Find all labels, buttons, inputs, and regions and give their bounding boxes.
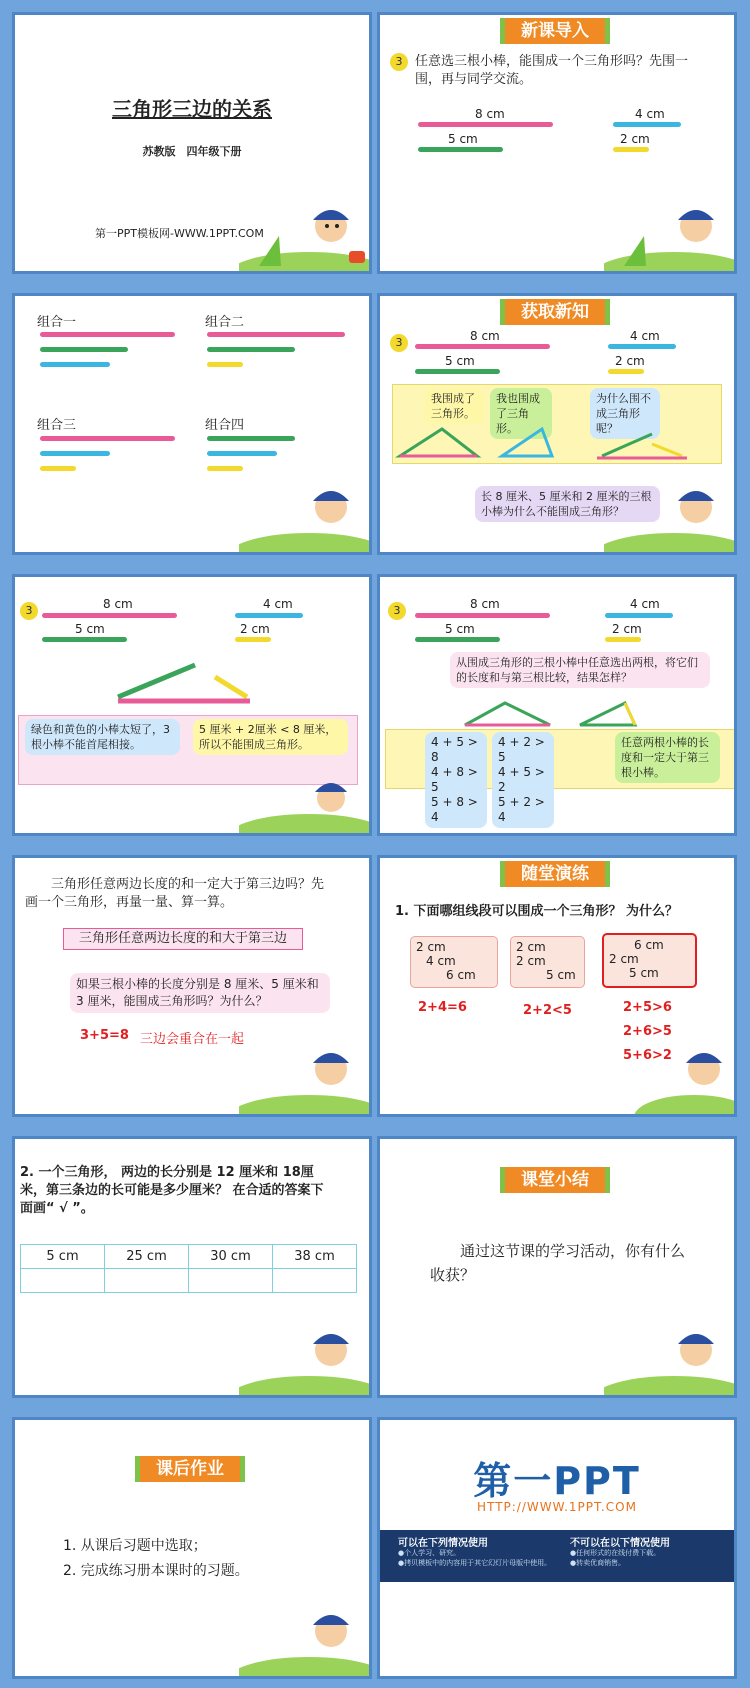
comparison: 5 + 8 > 4: [431, 795, 478, 824]
brand-url[interactable]: HTTP://WWW.1PPT.COM: [477, 1500, 637, 1514]
stick-label-2: 2 cm: [620, 132, 650, 146]
bubble-3: 为什么围不成三角形呢？: [590, 388, 660, 439]
boy-illustration: [604, 196, 734, 271]
segment-group-1[interactable]: [410, 936, 498, 988]
comparison: 4 + 5 > 8: [431, 735, 478, 764]
segment-label: 4 cm: [426, 954, 456, 968]
check-cell[interactable]: [273, 1269, 357, 1293]
slide-compare[interactable]: [377, 574, 737, 836]
boy-illustration: [604, 477, 734, 552]
segment-label: 6 cm: [634, 938, 664, 952]
can-use-2: ●拷贝模板中的内容用于其它幻灯片母版中使用。: [398, 1559, 552, 1567]
brand-logo: 第一PPT: [473, 1459, 641, 1503]
slide-header: 随堂演练: [500, 861, 610, 887]
answer-1: 2+4=6: [418, 1000, 467, 1015]
combo-2-yellow: [207, 362, 243, 367]
combo-4-yellow: [207, 466, 243, 471]
green-stick: [42, 637, 127, 642]
homework-item-1: 1. 从课后习题中选取；: [63, 1538, 207, 1554]
boy-illustration: [634, 1039, 734, 1114]
stick-label-4: 4 cm: [635, 107, 665, 121]
combo-3-blue: [40, 451, 110, 456]
homework-item-2: 2. 完成练习册本课时的习题。: [63, 1563, 249, 1579]
slide-title[interactable]: [12, 12, 372, 274]
question-bubble: 长 8 厘米、5 厘米和 2 厘米的三根小棒为什么不能围成三角形？: [475, 486, 660, 522]
yellow-stick: [605, 637, 641, 642]
combo-1-label: 组合一: [37, 315, 77, 330]
stick-label-5: 5 cm: [75, 622, 105, 636]
summary-text: 通过这节课的学习活动，你有什么收获？: [430, 1242, 686, 1284]
problem-number: 3: [390, 53, 408, 71]
slide-homework[interactable]: [12, 1417, 372, 1679]
combo-2-label: 组合二: [205, 315, 245, 330]
compare-col-1: [425, 732, 487, 828]
bubble-2: 我也围成了三角形。: [490, 388, 552, 439]
answer-2: 2+2<5: [523, 1003, 572, 1018]
rule-box: 三角形任意两边长度的和大于第三边: [63, 928, 303, 950]
pink-stick: [42, 613, 177, 618]
question-text: 三角形任意两边长度的和一定大于第三边吗？先画一个三角形，再量一量、算一算。: [25, 877, 325, 910]
slide-credits[interactable]: [377, 1417, 737, 1679]
segment-label: 5 cm: [546, 968, 576, 982]
problem-number: 3: [20, 602, 38, 620]
slide-explanation[interactable]: [12, 574, 372, 836]
question-bubble: 如果三根小棒的长度分别是 8 厘米、5 厘米和 3 厘米，能围成三角形吗？为什么？: [70, 973, 330, 1013]
stick-label-8: 8 cm: [103, 597, 133, 611]
stick-label-2: 2 cm: [240, 622, 270, 636]
triangles-drawing: [392, 384, 722, 464]
answer-table: [20, 1244, 357, 1293]
stick-label-4: 4 cm: [263, 597, 293, 611]
slide-header: 课后作业: [135, 1456, 245, 1482]
table-cell: 5 cm: [21, 1245, 105, 1269]
question-text: 2. 一个三角形， 两边的长分别是 12 厘米和 18厘米，第三条边的长可能是多少厘米？ 在合适的答案下面画“ √ ”。: [20, 1165, 324, 1216]
blue-stick: [605, 613, 673, 618]
table-cell: 25 cm: [105, 1245, 189, 1269]
slide-rule[interactable]: [12, 855, 372, 1117]
slide-subtitle: 苏教版 四年级下册: [142, 145, 242, 158]
blue-stick: [235, 613, 303, 618]
slide-intro[interactable]: [377, 12, 737, 274]
boy-illustration: [239, 758, 369, 833]
combo-1-pink: [40, 332, 175, 337]
green-stick: [415, 637, 500, 642]
combo-3-label: 组合三: [37, 418, 77, 433]
combo-2-pink: [207, 332, 345, 337]
boy-illustration: [239, 477, 369, 552]
site-text: 第一PPT模板网-WWW.1PPT.COM: [95, 227, 264, 240]
comparison: 4 + 2 > 5: [498, 735, 545, 764]
boy-illustration: [239, 1320, 369, 1395]
combo-3-yellow: [40, 466, 76, 471]
blue-stick: [608, 344, 676, 349]
stick-label-5: 5 cm: [445, 622, 475, 636]
answer-3b: 2+6>5: [623, 1024, 672, 1039]
cannot-use-1: ●任何形式的在线付费下载。: [570, 1549, 661, 1557]
boy-illustration: [239, 1601, 369, 1676]
can-use-1: ●个人学习、研究。: [398, 1549, 461, 1557]
segment-label: 2 cm: [416, 940, 446, 954]
combo-1-green: [40, 347, 128, 352]
comparison: 4 + 5 > 2: [498, 765, 545, 794]
stick-label-8: 8 cm: [475, 107, 505, 121]
comparison: 4 + 8 > 5: [431, 765, 478, 794]
problem-number: 3: [390, 334, 408, 352]
slide-title-heading: 三角形三边的关系: [112, 97, 272, 121]
green-stick: [415, 369, 500, 374]
cannot-use-title: 不可以在以下情况使用: [570, 1538, 670, 1549]
green-stick[interactable]: [418, 147, 503, 152]
check-cell[interactable]: [21, 1269, 105, 1293]
stick-label-2: 2 cm: [612, 622, 642, 636]
segment-label: 2 cm: [609, 952, 639, 966]
answer-equation: 3+5=8: [80, 1028, 129, 1043]
stick-label-5: 5 cm: [448, 132, 478, 146]
segment-group-3[interactable]: [602, 933, 697, 988]
question-text: 任意选三根小棒，能围成一个三角形吗？先围一围，再与同学交流。: [415, 54, 689, 87]
combo-4-green: [207, 436, 295, 441]
pink-stick: [415, 344, 550, 349]
combo-3-pink: [40, 436, 175, 441]
answer-reason: 三边会重合在一起: [140, 1032, 245, 1047]
boy-illustration: [239, 196, 369, 271]
question-bubble: 从围成三角形的三根小棒中任意选出两根，将它们的长度和与第三根比较，结果怎样？: [450, 652, 710, 688]
table-cell: 30 cm: [189, 1245, 273, 1269]
note-2: 5 厘米 + 2厘米 < 8 厘米，所以不能围成三角形。: [193, 719, 348, 755]
combo-4-blue: [207, 451, 277, 456]
combo-4-label: 组合四: [205, 418, 245, 433]
check-cell[interactable]: [105, 1269, 189, 1293]
pink-stick: [415, 613, 550, 618]
conclusion-note: 任意两根小棒的长度和一定大于第三根小棒。: [615, 732, 720, 783]
boy-illustration: [239, 1039, 369, 1114]
slide-new-knowledge[interactable]: [377, 293, 737, 555]
problem-number: 3: [388, 602, 406, 620]
failed-triangle: [115, 657, 265, 707]
triangles-drawing: [460, 695, 660, 730]
segment-label: 2 cm: [516, 940, 546, 954]
slide-header: 获取新知: [500, 299, 610, 325]
table-cell: 38 cm: [273, 1245, 357, 1269]
boy-illustration: [604, 1320, 734, 1395]
stick-label-4: 4 cm: [630, 597, 660, 611]
stick-label-5: 5 cm: [445, 354, 475, 368]
segment-label: 6 cm: [446, 968, 476, 982]
stick-label-2: 2 cm: [615, 354, 645, 368]
bubble-1: 我围成了三角形。: [425, 388, 485, 424]
pink-stick[interactable]: [418, 122, 553, 127]
cannot-use-2: ●转卖优商销售。: [570, 1559, 626, 1567]
comparison: 5 + 2 > 4: [498, 795, 545, 824]
yellow-stick[interactable]: [613, 147, 649, 152]
blue-stick[interactable]: [613, 122, 681, 127]
stick-label-8: 8 cm: [470, 597, 500, 611]
answer-3a: 2+5>6: [623, 1000, 672, 1015]
segment-label: 5 cm: [629, 966, 659, 980]
slide-header: 新课导入: [500, 18, 610, 44]
slide-practice[interactable]: [377, 855, 737, 1117]
compare-col-2: [492, 732, 554, 828]
slide-exercise-2[interactable]: [12, 1136, 372, 1398]
slide-combinations[interactable]: [12, 293, 372, 555]
check-cell[interactable]: [189, 1269, 273, 1293]
slide-summary[interactable]: [377, 1136, 737, 1398]
question-text: 1. 下面哪组线段可以围成一个三角形？ 为什么？: [395, 904, 679, 919]
stick-label-8: 8 cm: [470, 329, 500, 343]
yellow-stick: [608, 369, 644, 374]
segment-label: 2 cm: [516, 954, 546, 968]
segment-group-2[interactable]: [510, 936, 585, 988]
note-1: 绿色和黄色的小棒太短了，3 根小棒不能首尾相接。: [25, 719, 180, 755]
combo-2-green: [207, 347, 295, 352]
stick-label-4: 4 cm: [630, 329, 660, 343]
slide-header: 课堂小结: [500, 1167, 610, 1193]
yellow-stick: [235, 637, 271, 642]
can-use-title: 可以在下列情况使用: [398, 1538, 488, 1549]
answer-3c: 5+6>2: [623, 1048, 672, 1063]
combo-1-blue: [40, 362, 110, 367]
